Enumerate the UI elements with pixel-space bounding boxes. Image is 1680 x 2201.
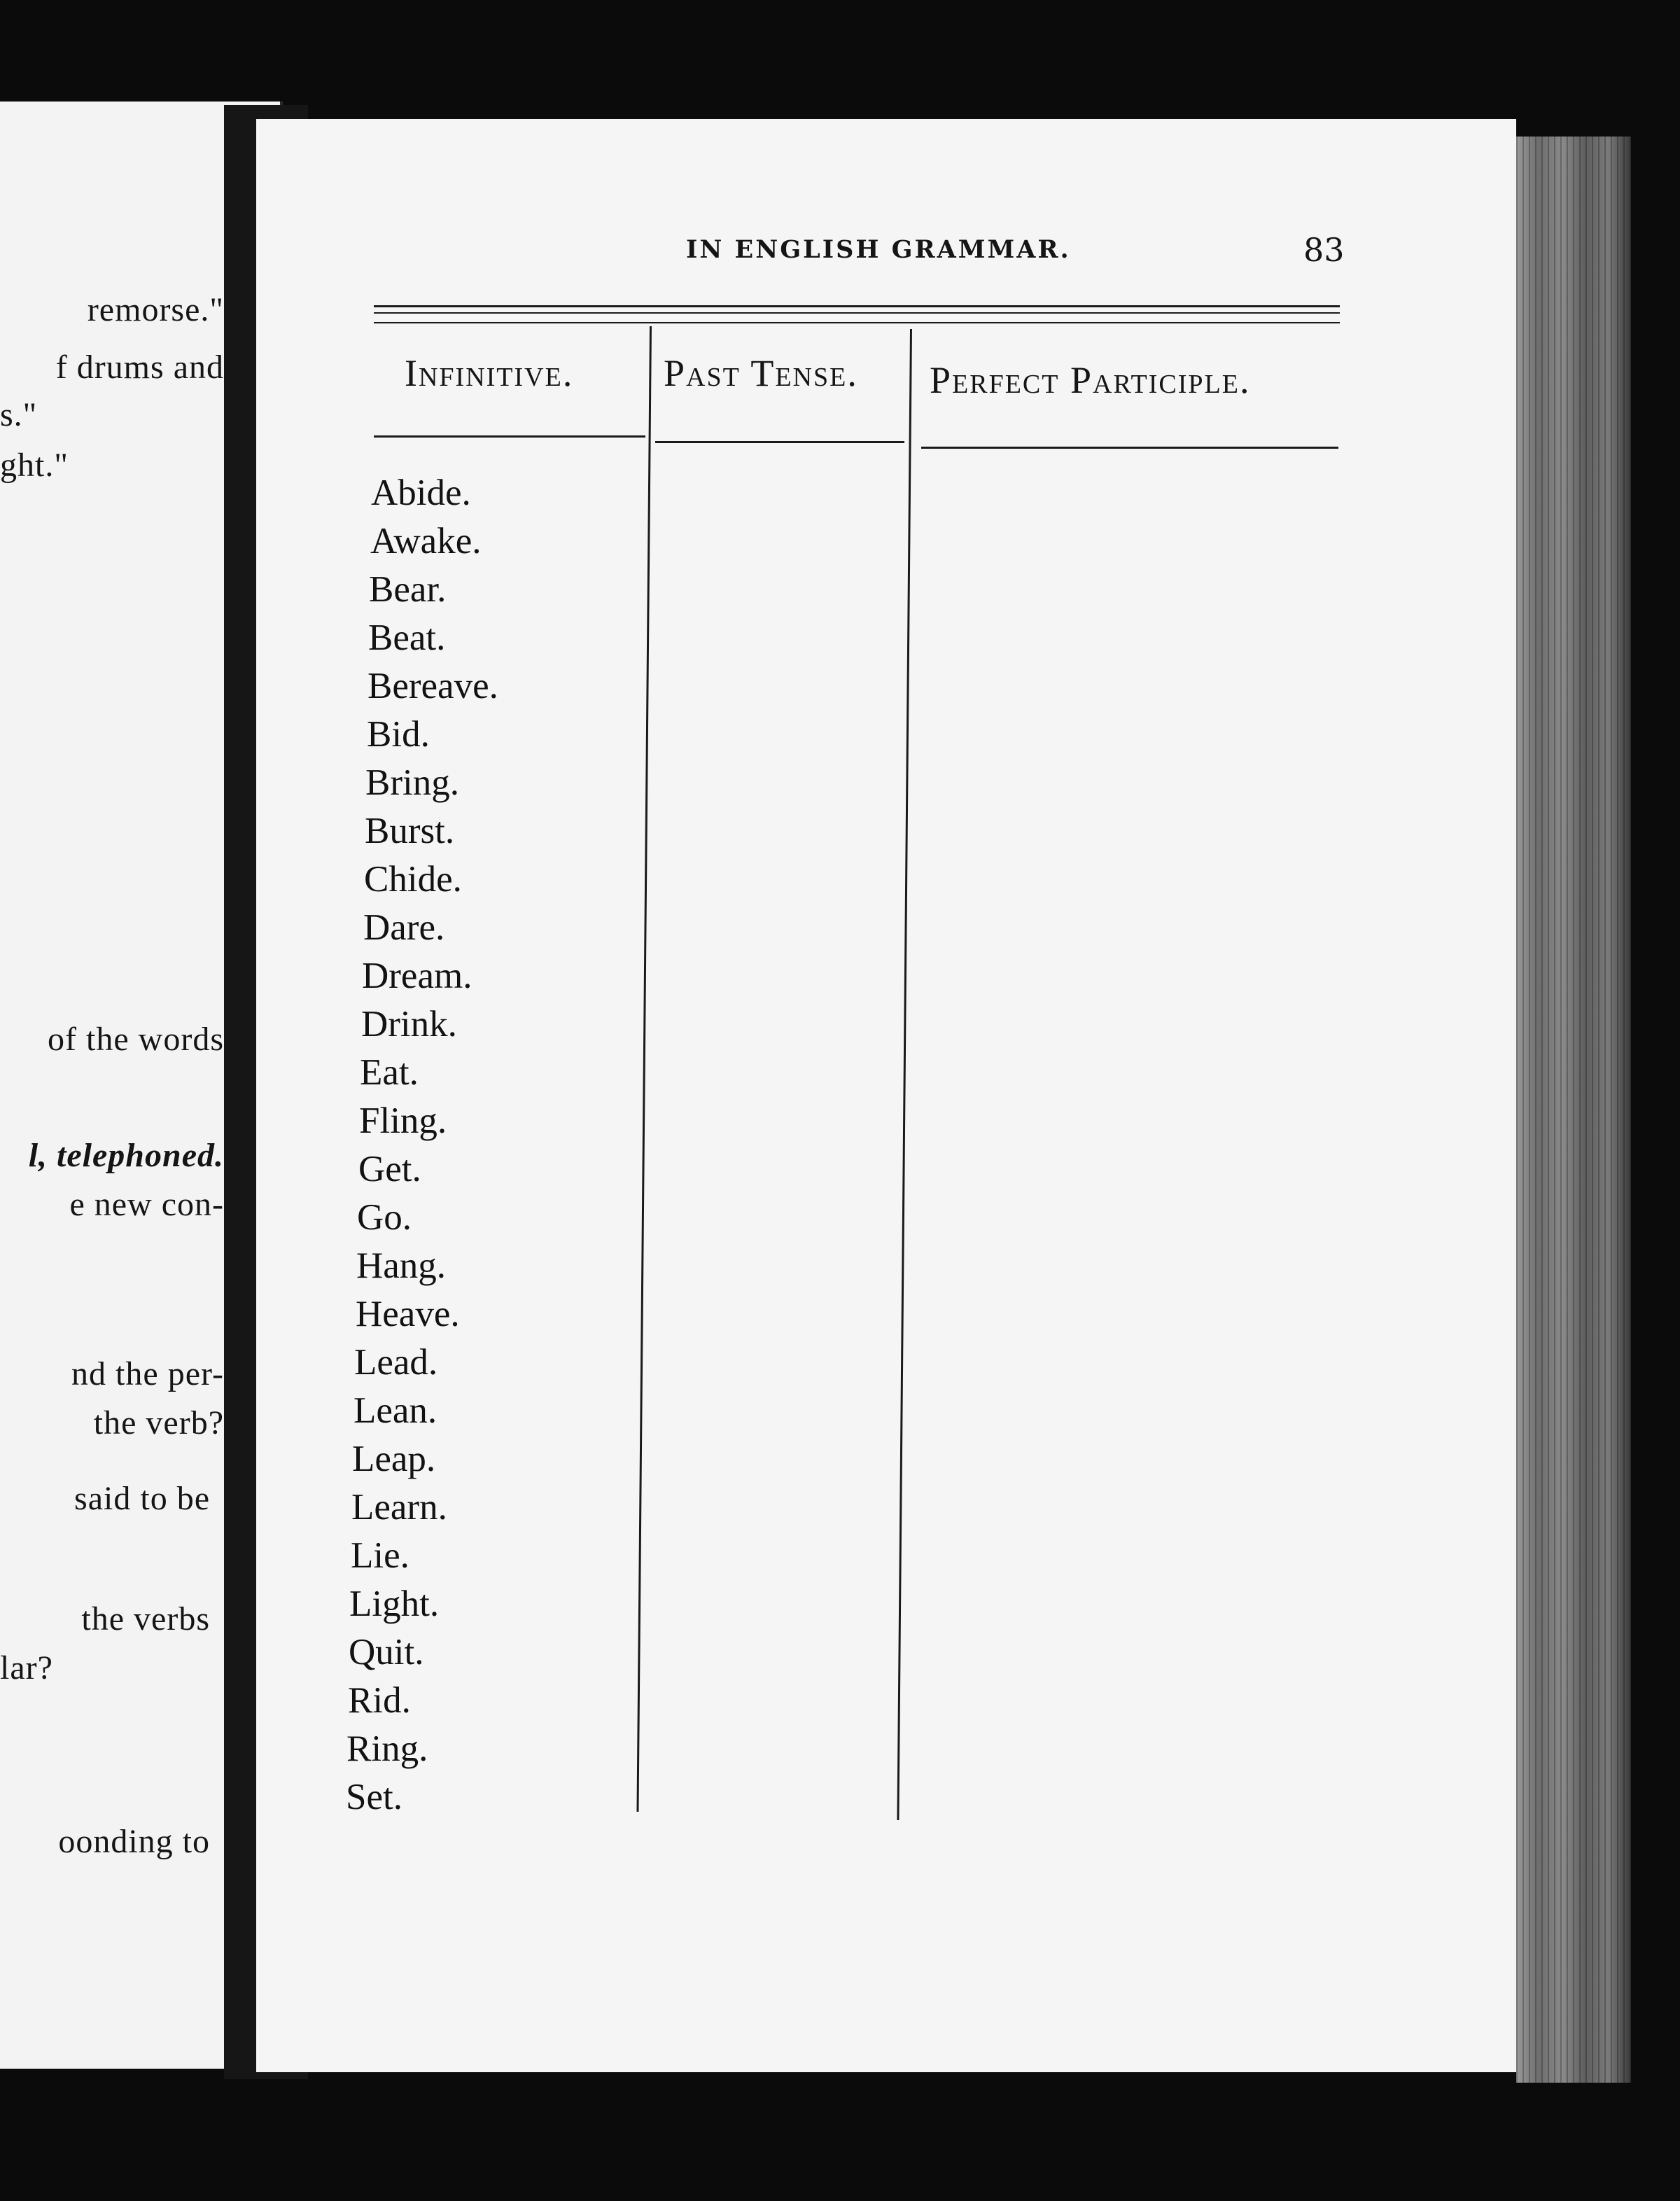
left-text-line: l, telephoned. [28,1137,224,1174]
header-rule-second [374,312,1340,314]
infinitive-entry: Abide. [371,473,471,513]
infinitive-entry: Set. [346,1777,402,1817]
left-text-line: of the words [48,1021,224,1058]
column-header-past-tense: Past Tense. [664,352,858,394]
left-text-line: s." [0,396,38,433]
infinitive-entry: Learn. [351,1487,447,1528]
infinitive-entry: Hang. [356,1245,447,1286]
left-text-line: oonding to [58,1823,210,1860]
header-rule-third [374,322,1340,323]
infinitive-entry: Light. [349,1584,440,1624]
infinitive-entry: Bid. [367,714,430,755]
infinitive-entry: Quit. [349,1632,424,1672]
left-text-line: e new con- [69,1186,224,1223]
infinitive-entry: Dream. [362,956,472,996]
infinitive-entry: Lie. [351,1535,410,1576]
left-text-line: said to be [74,1480,210,1517]
left-text-line: lar? [0,1649,53,1686]
infinitive-entry: Rid. [348,1680,411,1721]
infinitive-entry: Bring. [365,762,459,803]
header-underline-past-tense [655,441,904,443]
infinitive-entry: Beat. [368,617,446,658]
page-83 [256,119,1516,2072]
infinitive-entry: Eat. [360,1052,419,1093]
infinitive-entry: Chide. [364,859,462,900]
page-edge-texture [1516,137,1631,2083]
left-text-line: remorse." [87,291,224,328]
column-header-infinitive: Infinitive. [405,352,574,394]
infinitive-entry: Bear. [369,569,447,610]
column-header-perfect-participle: Perfect Participle. [930,359,1251,401]
infinitive-entry: Awake. [370,521,482,561]
infinitive-entry: Dare. [363,907,445,948]
infinitive-entry: Leap. [352,1439,436,1479]
infinitive-entry: Heave. [356,1294,460,1334]
infinitive-entry: Fling. [359,1100,447,1141]
infinitive-entry: Go. [357,1197,412,1238]
infinitive-entry: Ring. [346,1728,428,1769]
header-underline-infinitive [374,435,645,438]
infinitive-entry: Drink. [361,1004,457,1044]
page-number: 83 [1303,231,1345,269]
infinitive-entry: Get. [358,1149,421,1189]
infinitive-entry: Lean. [354,1390,438,1431]
infinitive-entry: Lead. [354,1342,438,1383]
running-head: IN ENGLISH GRAMMAR. [686,235,1071,264]
left-text-line: nd the per- [71,1355,224,1392]
infinitive-entry: Burst. [365,811,455,851]
header-underline-perfect-participle [921,447,1338,449]
left-text-line: ght." [0,447,69,484]
left-text-line: f drums and [55,349,224,386]
left-text-line: the verbs [81,1600,210,1637]
infinitive-entry: Bereave. [368,666,498,706]
left-text-line: the verb? [93,1404,224,1441]
header-rule-top [374,305,1340,307]
